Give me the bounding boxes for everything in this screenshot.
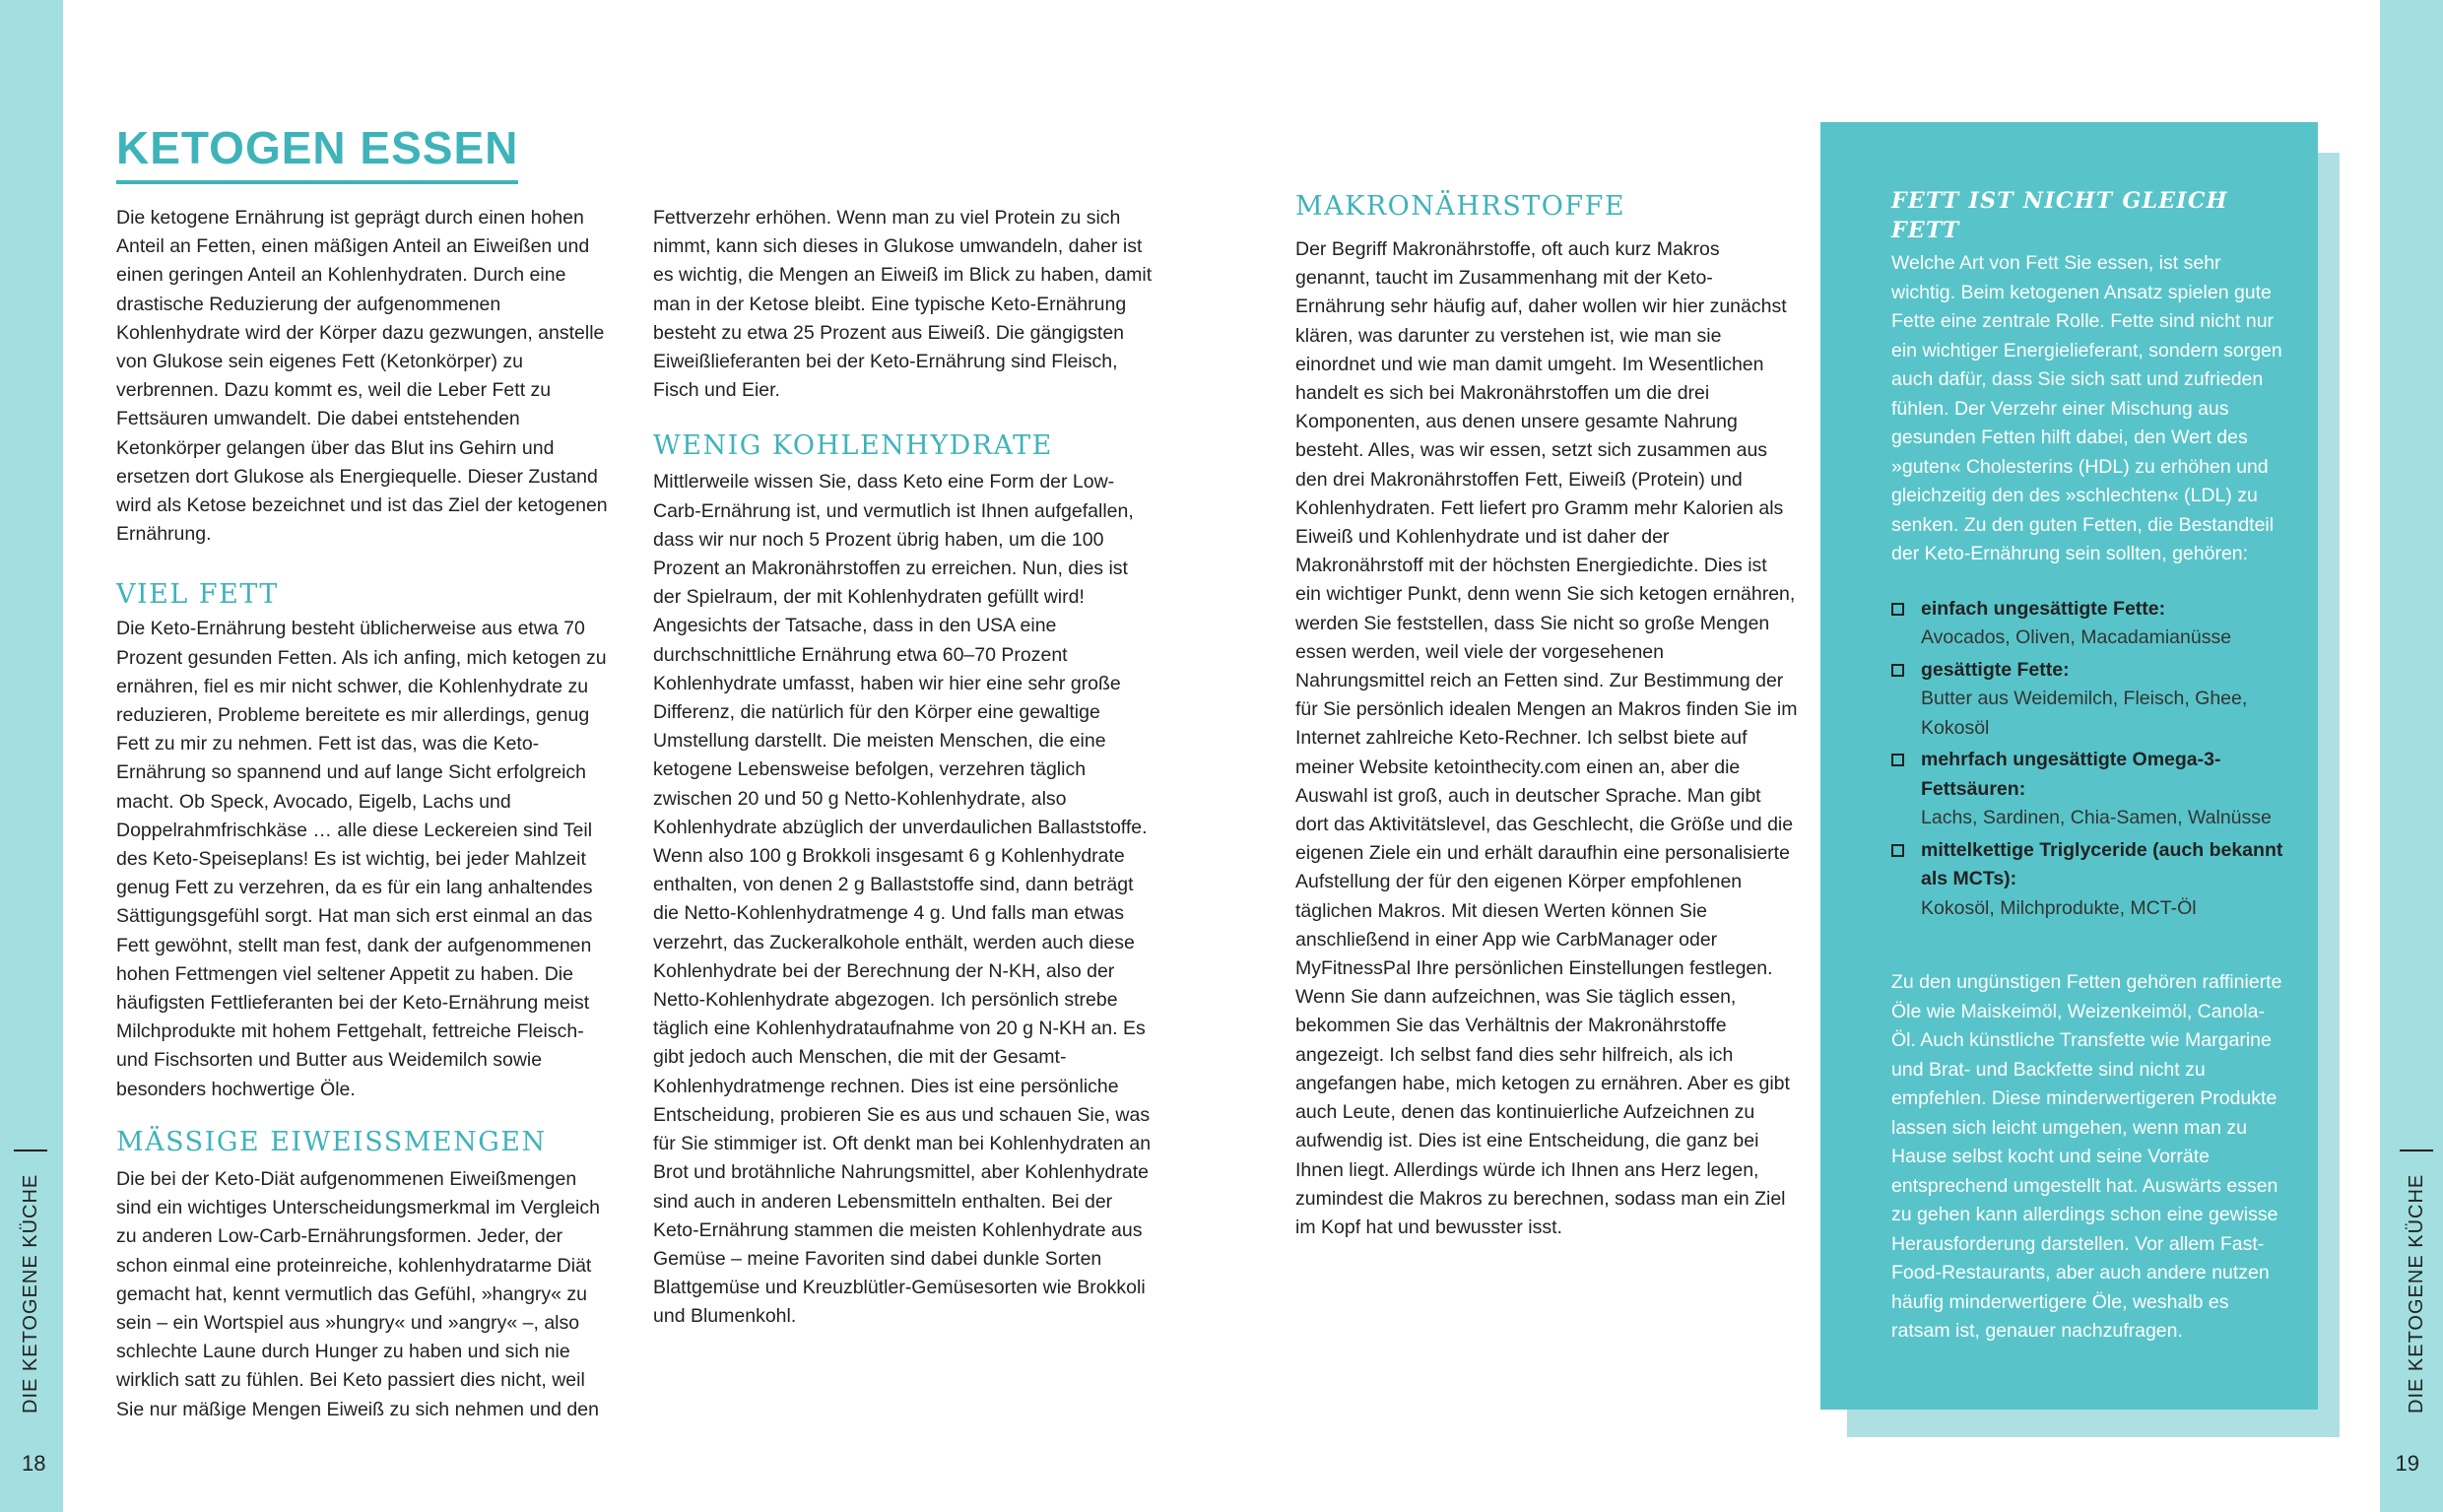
kohlenhydrate-paragraph: Mittlerweile wissen Sie, dass Keto eine Form der Low-Carb-Ernährung ist, und vermutlich ist Ihnen aufgefallen, dass wir nur noch 5 Prozent übrig haben, um die 100 Prozent an Makronährstoffen zu erreichen. Nun, dies ist der Spielraum, der mit Kohlenhydraten gefüllt wird! Angesichts der Tatsache, dass in den USA eine durchschnittliche Ernährung etwa 60–70 Prozent Kohlenhydrate umfasst, haben wir hier eine sehr große Differenz, die natürlich für den Körper eine gewaltige Umstellung darstellt. Die meisten Menschen, die eine ketogene Lebensweise befolgen, verzehren täglich zwischen 20 und 50 g Netto-Kohlenhydrate, also Kohlenhydrate abzüglich der unverdaulichen Ballaststoffe. Wenn also 100 g Brokkoli insgesamt 6 g Kohlenhydrate enthalten, von denen 2 g Ballaststoffe sind, dann beträgt die Netto-Kohlenhydratmenge 4 g. Und falls man etwas verzehrt, das Zuckeralkohole enthält, werden auch diese Kohlenhydrate bei der Berechnung der N-KH, also der Netto-Kohlenhydrate abgezogen. Ich persönlich strebe täglich eine Kohlenhydrataufnahme von 20 g N-KH an. Es gibt jedoch auch Menschen, die mit der Gesamt-Kohlenhydratmenge rechnen. Dies ist eine persönliche Entscheidung, probieren Sie es aus und schauen Sie, was für Sie stimmiger ist. Oft denkt man bei Kohlenhydraten an Brot und brotähnliche Nahrungsmittel, aber Kohlenhydrate sind auch in anderen Lebensmitteln enthalten. Bei der Keto-Ernährung stammen die meisten Kohlenhydrate aus Gemüse – meine Favoriten sind dabei dunkle Sorten Blattgemüse und Kreuzblütler-Gemüsesorten wie Brokkoli und Blumenkohl. <box>653 471 1152 1328</box>
heading-viel-fett: VIEL FETT <box>116 579 279 611</box>
heading-wenig-kohlenhydrate: WENIG KOHLENHYDRATE <box>653 430 1053 462</box>
sidebar-content <box>1891 187 2285 1347</box>
column-1 <box>116 204 609 1424</box>
checkbox-icon <box>1891 844 1904 857</box>
checklist-item <box>1891 836 2285 924</box>
heading-maessige-eiweissmengen: MÄSSIGE EIWEISSMENGEN <box>116 1126 547 1157</box>
checklist-item-desc: Lachs, Sardinen, Chia-Samen, Walnüsse <box>1921 807 2272 828</box>
running-head-right-text: DIE KETOGENE KÜCHE <box>2406 1173 2427 1413</box>
viel-fett-paragraph: Die Keto-Ernährung besteht üblicherweise aus etwa 70 Prozent gesunden Fetten. Als ich anfing, mich ketogen zu ernähren, fiel es mir nicht schwer, die Kohlenhydrate zu reduzieren, Probleme bereitete es mir allerdings, genug Fett zu mir zu nehmen. Fett ist das, was die Keto-Ernährung so spannend und auf lange Sicht erfolgreich macht. Ob Speck, Avocado, Eigelb, Lachs und Doppelrahmfrischkäse … alle diese Leckereien sind Teil des Keto-Speiseplans! Es ist wichtig, bei jeder Mahlzeit genug Fett zu verzehren, da es für ein lang anhaltendes Sättigungsgefühl sorgt. Hat man sich erst einmal an das Fett gewöhnt, stellt man fest, dank der aufgenommenen hohen Fettmengen viel seltener Appetit zu haben. Die häufigsten Fettlieferanten bei der Keto-Ernährung meist Milchprodukte mit hohem Fettgehalt, fettreiche Fleisch- und Fischsorten und Butter aus Weidemilch sowie besonders hochwertige Öle. <box>116 618 607 1100</box>
sidebar-intro-paragraph: Welche Art von Fett Sie essen, ist sehr wichtig. Beim ketogenen Ansatz spielen gute Fette eine zentrale Rolle. Fette sind nicht nur ein wichtiger Energielieferant, sondern sorgen auch dafür, dass Sie sich satt und zufrieden fühlen. Der Verzehr einer Mischung aus gesunden Fetten hilft dabei, den Wert des »guten« Cholesterins (HDL) zu erhöhen und gleichzeitig den des »schlechten« (LDL) zu senken. Zu den guten Fetten, die Bestandteil der Keto-Ernährung sein sollten, gehören: <box>1891 252 2282 564</box>
page-number-right: 19 <box>2395 1451 2419 1476</box>
column-3 <box>1295 190 1798 1242</box>
checkbox-icon <box>1891 603 1904 616</box>
running-head-right <box>2400 1059 2429 1413</box>
checklist-item-desc: Kokosöl, Milchprodukte, MCT-Öl <box>1921 896 2197 919</box>
running-head-left-rule <box>14 1150 47 1151</box>
running-head-right-rule <box>2400 1150 2433 1151</box>
checklist-item-desc: Butter aus Weidemilch, Fleisch, Ghee, Kokosöl <box>1921 688 2248 739</box>
checklist-item-title: mittelkettige Triglyceride (auch bekannt als MCTs): <box>1921 838 2283 889</box>
checklist-item-desc: Avocados, Oliven, Macadamianüsse <box>1921 626 2232 648</box>
running-head-left-text: DIE KETOGENE KÜCHE <box>20 1173 41 1413</box>
good-fats-checklist <box>1891 595 2285 924</box>
checklist-item-title: mehrfach ungesättigte Omega-3-Fettsäuren: <box>1921 749 2221 800</box>
checklist-item-title: gesättigte Fette: <box>1921 658 2070 681</box>
makronaehrstoffe-paragraph: Der Begriff Makronährstoffe, oft auch kurz Makros genannt, taucht im Zusammenhang mit der Keto-Ernährung sehr häufig auf, daher wollen wir hier zunächst klären, was darunter zu verstehen ist, wie man sie einordnet und wie man damit umgeht. Im Wesentlichen handelt es sich bei Makronährstoffen um die drei Komponenten, aus denen unsere gesamte Nahrung besteht. Alles, was wir essen, setzt sich zusammen aus den drei Makronährstoffen Fett, Eiweiß (Protein) und Kohlenhydraten. Fett liefert pro Gramm mehr Kalorien als Eiweiß und Kohlenhydrate und ist daher der Makronährstoff mit der höchsten Energiedichte. Dies ist ein wichtiger Punkt, denn wenn Sie sich ketogen ernähren, werden Sie feststellen, dass Sie nicht so große Mengen essen werden, weil viele der vorgesehenen Nahrungsmittel reich an Fetten sind. Zur Bestimmung der für Sie persönlich idealen Mengen an Makros finden Sie im Internet zahlreiche Keto-Rechner. Ich selbst biete auf meiner Website ketointhecity.com einen an, aber die Auswahl ist groß, auch in deutscher Sprache. Man gibt dort das Aktivitätslevel, das Geschlecht, die Größe und die eigenen Ziele ein und erhält daraufhin eine personalisierte Aufstellung der für den eigenen Körper empfohlenen täglichen Makros. Mit diesen Werten können Sie anschließend in einer App wie CarbManager oder MyFitnessPal Ihre persönlichen Einstellungen festlegen. Wenn Sie dann aufzeichnen, was Sie täglich essen, bekommen Sie das Verhältnis der Makronährstoffe angezeigt. Ich selbst fand dies sehr hilfreich, als ich angefangen habe, mich ketogen zu ernähren. Aber es gibt auch Leute, denen das kontinuierliche Aufzeichnen zu aufwendig ist. Dies ist eine Entscheidung, die ganz bei Ihnen liegt. Allerdings würde ich Ihnen ans Herz legen, zumindest die Makros zu berechnen, sodass man ein Ziel im Kopf hat und bewusster isst. <box>1295 238 1798 1238</box>
checklist-item <box>1891 595 2285 653</box>
eiweiss-paragraph: Die bei der Keto-Diät aufgenommenen Eiweißmengen sind ein wichtiges Unterscheidungsmerkmal im Vergleich zu anderen Low-Carb-Ernährungsformen. Jeder, der schon einmal eine proteinreiche, kohlenhydratarme Diät gemacht hat, kennt vermutlich das Gefühl, »hangry« zu sein – ein Wortspiel aus »hungry« und »angry« –, also schlechte Laune durch Hunger zu haben und sich nie wirklich satt zu fühlen. Bei Keto passiert dies nicht, weil Sie nur mäßige Mengen Eiweiß zu sich nehmen und den <box>116 1167 600 1420</box>
page-title: KETOGEN ESSEN <box>116 121 518 184</box>
checklist-item <box>1891 656 2285 744</box>
sidebar-bad-fats-paragraph: Zu den ungünstigen Fetten gehören raffinierte Öle wie Maiskeimöl, Weizenkeimöl, Canola-Öl. Auch künstliche Transfette wie Margarine und Brat- und Backfette sind nicht zu empfehlen. Diese minderwertigeren Produkte lassen sich leicht umgehen, wenn man zu Hause selbst kocht und seine Vorräte entsprechend umgestellt hat. Auswärts essen zu gehen kann allerdings schon eine gewisse Herausforderung darstellen. Vor allem Fast-Food-Restaurants, aber auch andere nutzen häufig minderwertigere Öle, weshalb es ratsam ist, genauer nachzufragen. <box>1891 971 2282 1342</box>
running-head-left <box>14 1059 43 1413</box>
sidebar-title: FETT IST NICHT GLEICH FETT <box>1891 188 2228 243</box>
checklist-item-title: einfach ungesättigte Fette: <box>1921 597 2166 620</box>
checklist-item <box>1891 746 2285 833</box>
eiweiss-continuation-paragraph: Fettverzehr erhöhen. Wenn man zu viel Protein zu sich nimmt, kann sich dieses in Glukose umwandeln, daher ist es wichtig, die Mengen an Eiweiß im Blick zu haben, damit man in der Ketose bleibt. Eine typische Keto-Ernährung besteht zu etwa 25 Prozent aus Eiweiß. Die gängigsten Eiweißlieferanten bei der Keto-Ernährung sind Fleisch, Fisch und Eier. <box>653 207 1153 402</box>
checkbox-icon <box>1891 754 1904 766</box>
page-number-left: 18 <box>22 1451 46 1476</box>
heading-makronaehrstoffe: MAKRONÄHRSTOFFE <box>1295 191 1626 222</box>
intro-paragraph: Die ketogene Ernährung ist geprägt durch einen hohen Anteil an Fetten, einen mäßigen Anteil an Eiweißen und einen geringen Anteil an Kohlenhydraten. Durch eine drastische Reduzierung der aufgenommenen Kohlenhydrate wird der Körper dazu gezwungen, anstelle von Glukose sein eigenes Fett (Ketonkörper) zu verbrennen. Dazu kommt es, weil die Leber Fett zu Fettsäuren umwandelt. Die dabei entstehenden Ketonkörper gelangen über das Blut ins Gehirn und ersetzen dort Glukose als Energiequelle. Dieser Zustand wird als Ketose bezeichnet und ist das Ziel der ketogenen Ernährung. <box>116 207 608 546</box>
checkbox-icon <box>1891 664 1904 677</box>
column-2 <box>653 204 1155 1332</box>
